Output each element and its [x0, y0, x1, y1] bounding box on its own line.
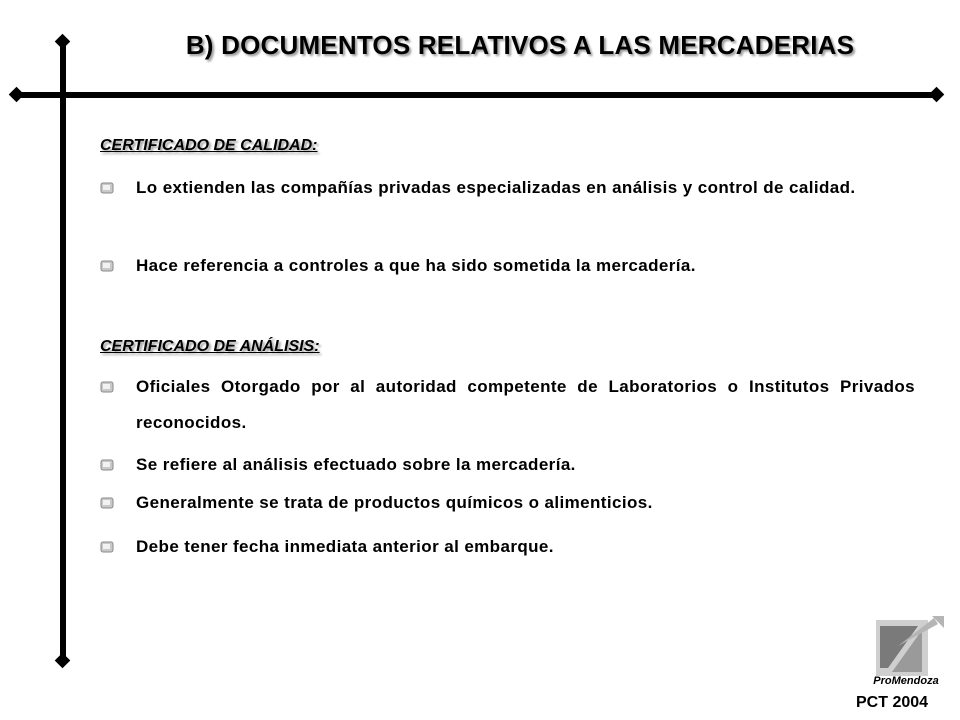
diamond-top-icon: [55, 34, 71, 50]
horizontal-rule: [16, 92, 938, 98]
bullet-icon: [100, 459, 114, 471]
diamond-right-icon: [929, 87, 945, 103]
list-item: [100, 485, 915, 521]
list-item-text: Oficiales Otorgado por al autoridad competente de Laboratorios o Institutos Privados reconocidos.: [136, 377, 915, 432]
section-heading-calidad: CERTIFICADO DE CALIDAD:: [100, 137, 318, 154]
footer-text: PCT 2004: [856, 694, 929, 711]
bullet-icon: [100, 182, 114, 194]
diamond-bottom-icon: [55, 653, 71, 669]
list-item-text: Debe tener fecha inmediata anterior al embarque.: [136, 537, 554, 556]
list-item-text: Se refiere al análisis efectuado sobre la mercadería.: [136, 455, 576, 474]
list-item: [100, 529, 915, 565]
bullet-icon: [100, 260, 114, 272]
list-item-text: Generalmente se trata de productos químicos o alimenticios.: [136, 493, 653, 512]
logo-name: ProMendoza: [873, 675, 939, 687]
list-item: [100, 248, 915, 284]
list-item-text: Lo extienden las compañías privadas especializadas en análisis y control de calidad.: [136, 178, 856, 197]
bullet-icon: [100, 381, 114, 393]
list-item-text: Hace referencia a controles a que ha sido sometida la mercadería.: [136, 256, 696, 275]
list-item: [100, 447, 915, 483]
list-item: [100, 170, 915, 206]
vertical-rule: [60, 40, 66, 662]
bullet-icon: [100, 541, 114, 553]
list-item: [100, 369, 915, 441]
bullet-icon: [100, 497, 114, 509]
section-heading-analisis: CERTIFICADO DE ANÁLISIS:: [100, 338, 320, 355]
page-title: B) DOCUMENTOS RELATIVOS A LAS MERCADERIAS: [185, 30, 855, 60]
diamond-left-icon: [9, 87, 25, 103]
